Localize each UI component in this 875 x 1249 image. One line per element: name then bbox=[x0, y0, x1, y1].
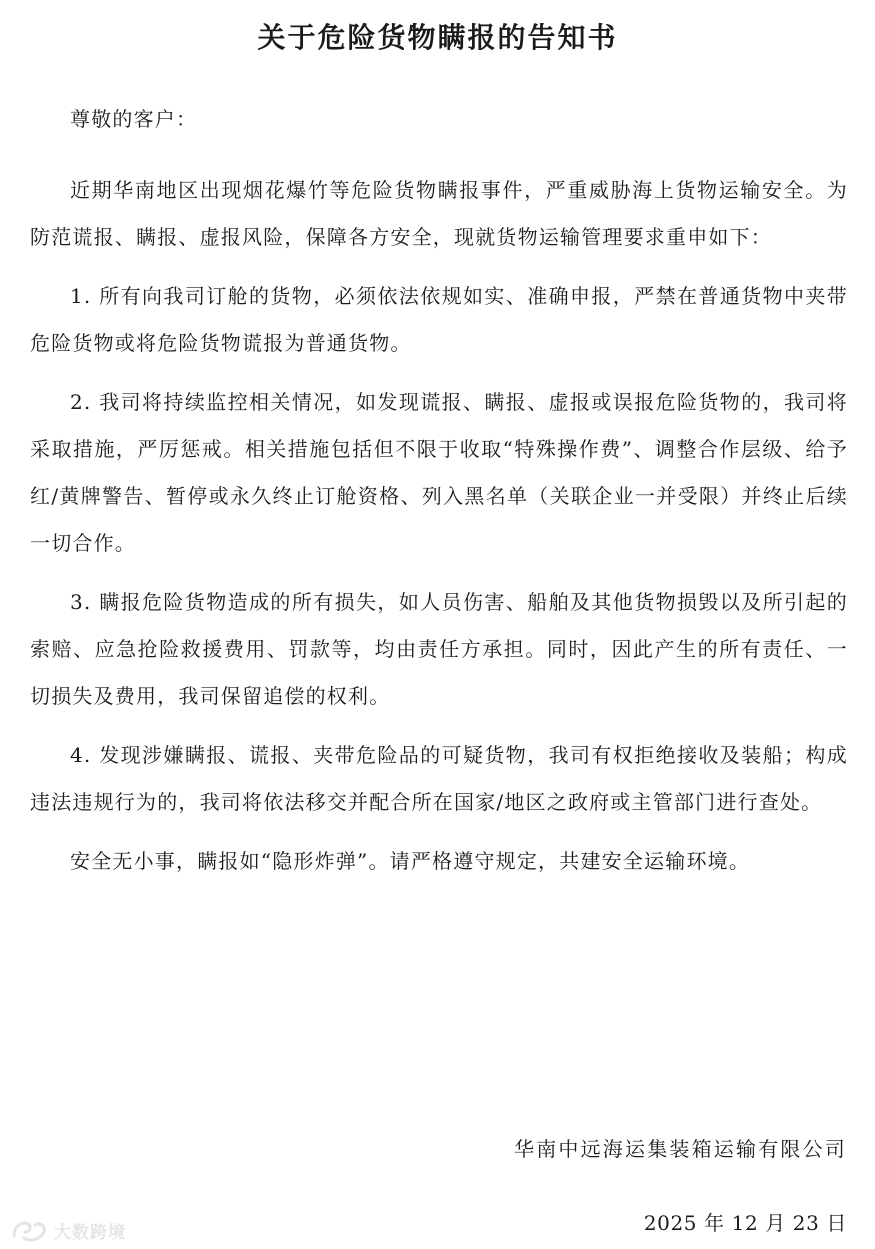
brand-logo-icon bbox=[10, 1216, 50, 1244]
salutation: 尊敬的客户： bbox=[70, 107, 198, 131]
clause-3-paragraph: 3. 瞒报危险货物造成的所有损失，如人员伤害、船舶及其他货物损毁以及所引起的索赔、应急抢险救援费用、罚款等，均由责任方承担。同时，因此产生的所有责任、一切损失及费用，我司保留追偿的权利。 bbox=[30, 590, 848, 708]
watermark-text: 大数跨境 bbox=[54, 1222, 126, 1243]
document-body bbox=[30, 96, 848, 897]
clause-4-paragraph: 4. 发现涉嫌瞒报、谎报、夹带危险品的可疑货物，我司有权拒绝接收及装船；构成违法违规行为的，我司将依法移交并配合所在国家/地区之政府或主管部门进行查处。 bbox=[30, 743, 848, 814]
clause-1-paragraph: 1. 所有向我司订舱的货物，必须依法依规如实、准确申报，严禁在普通货物中夹带危险货物或将危险货物谎报为普通货物。 bbox=[30, 284, 848, 355]
clause-2-paragraph: 2. 我司将持续监控相关情况，如发现谎报、瞒报、虚报或误报危险货物的，我司将采取措施，严厉惩戒。相关措施包括但不限于收取“特殊操作费”、调整合作层级、给予红/黄牌警告、暂停或永久终止订舱资格、列入黑名单（关联企业一并受限）并终止后续一切合作。 bbox=[30, 390, 848, 555]
intro-paragraph: 近期华南地区出现烟花爆竹等危险货物瞒报事件，严重威胁海上货物运输安全。为防范谎报、瞒报、虚报风险，保障各方安全，现就货物运输管理要求重申如下： bbox=[30, 178, 848, 249]
issue-date: 2025 年 12 月 23 日 bbox=[643, 1211, 847, 1235]
watermark bbox=[10, 1215, 126, 1245]
closing-paragraph: 安全无小事，瞒报如“隐形炸弹”。请严格遵守规定，共建安全运输环境。 bbox=[70, 849, 751, 873]
issuer-signature: 华南中远海运集装箱运输有限公司 bbox=[514, 1137, 847, 1161]
document-title: 关于危险货物瞒报的告知书 bbox=[257, 21, 618, 54]
